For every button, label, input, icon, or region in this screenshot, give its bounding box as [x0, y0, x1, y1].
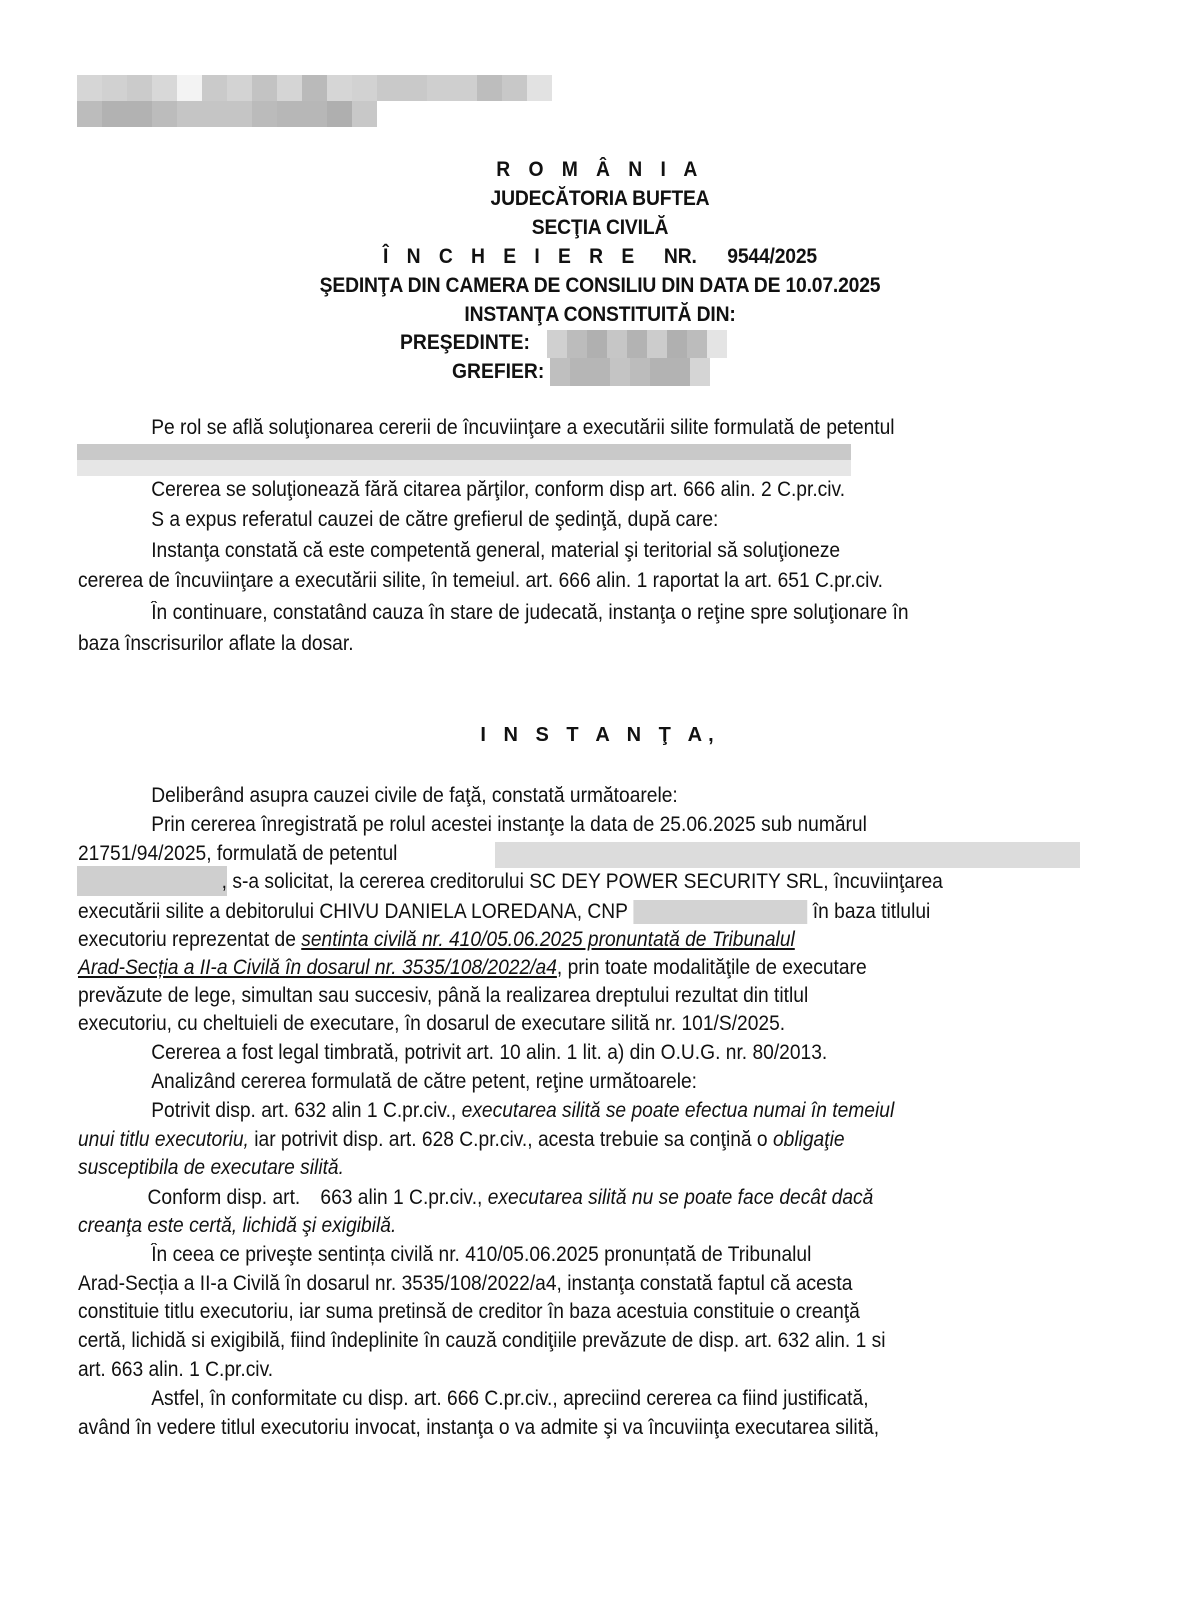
- body-line-16: creanţa este certă, lichidă şi exigibilă.: [78, 1214, 397, 1237]
- body-line-19: constituie titlu executoriu, iar suma pretinsă de creditor în baza acestuia constituie o creanţă: [78, 1300, 860, 1323]
- body-line-7: [78, 954, 1020, 983]
- redacted-court-address: [77, 75, 567, 127]
- document-type: Î N C H E I E R E: [383, 245, 641, 268]
- body-line-4: [78, 868, 1164, 897]
- session-line: ŞEDINŢA DIN CAMERA DE CONSILIU DIN DATA DE 10.07.2025: [319, 274, 881, 297]
- case-file-reference: Arad-Secția a II-a Civilă în dosarul nr. 3535/108/2022/a4: [78, 956, 557, 979]
- section-title: I N S T A N Ţ A,: [480, 724, 720, 746]
- body-line-22: Astfel, în conformitate cu disp. art. 666 C.pr.civ., apreciind cererea ca fiind justificată,: [151, 1387, 869, 1410]
- body-line-3: 21751/94/2025, formulată de petentul: [78, 842, 398, 865]
- enforcement-modes: , prin toate modalităţile de executare: [556, 956, 867, 979]
- art663-quote: executarea silită nu se poate face decât dacă: [487, 1186, 874, 1209]
- redacted-petitioner-name: [495, 842, 1080, 868]
- body-line-9: executoriu, cu cheltuieli de executare, în dosarul de executare silită nr. 101/S/2025.: [78, 1012, 786, 1035]
- intro-line-5: cererea de încuviinţare a executării silite, în temeiul. art. 666 alin. 1 raportat la art. 651 C.pr.civ.: [78, 569, 883, 592]
- body-line-8: prevăzute de lege, simultan sau succesiv, până la realizarea dreptului rezultat din titlul: [78, 984, 809, 1007]
- court-name: JUDECĂTORIA BUFTEA: [490, 187, 710, 210]
- intro-line-2: Cererea se soluţionează fără citarea părţilor, conform disp art. 666 alin. 2 C.pr.civ.: [151, 478, 846, 501]
- debtor-text: executării silite a debitorului CHIVU DANIELA LOREDANA, CNP: [78, 900, 628, 923]
- body-line-18: Arad-Secția a II-a Civilă în dosarul nr. 3535/108/2022/a4, instanţa constată faptul că acesta: [78, 1272, 853, 1295]
- intro-line-3: S a expus referatul cauzei de către grefierul de şedinţă, după care:: [151, 508, 719, 531]
- creditor-text: , s-a solicitat, la cererea creditorului SC DEY POWER SECURITY SRL: [221, 870, 824, 893]
- body-line-21: art. 663 alin. 1 C.pr.civ.: [78, 1358, 274, 1381]
- clerk-label: GREFIER:: [452, 360, 545, 383]
- body-line-15: [78, 1184, 1090, 1213]
- body-line-10: Cererea a fost legal timbrată, potrivit art. 10 alin. 1 lit. a) din O.U.G. nr. 80/2013.: [151, 1041, 828, 1064]
- sentence-reference: sentinta civilă nr. 410/05.06.2025 pronuntată de Tribunalul: [301, 928, 795, 951]
- art632-intro: Potrivit disp. art. 632 alin 1 C.pr.civ.,: [151, 1099, 462, 1122]
- title-intro: executoriu reprezentat de: [78, 928, 296, 951]
- body-line-2: Prin cererea înregistrată pe rolul acestei instanţe la data de 25.06.2025 sub numărul: [151, 813, 867, 836]
- redacted-president-name: [547, 330, 762, 358]
- redacted-petitioner: [77, 444, 851, 476]
- body-line-5: [78, 898, 1020, 927]
- body-line-23: având în vedere titlul executoriu invocat, instanţa o va admite şi va încuviinţa executarea silită,: [78, 1416, 880, 1439]
- intro-line-1: Pe rol se află soluţionarea cererii de încuviinţare a executării silite formulată de petentul: [151, 416, 895, 439]
- title-basis-text: în baza titlului: [812, 900, 931, 923]
- composition-line: INSTANŢA CONSTITUITĂ DIN:: [464, 303, 736, 326]
- creditor-text-cont: , încuviinţarea: [823, 870, 943, 893]
- redacted-clerk-name: [550, 358, 740, 386]
- country-title: R O M Â N I A: [496, 158, 704, 181]
- body-line-13: [78, 1126, 1020, 1155]
- body-line-14: susceptibila de executare silită.: [78, 1156, 344, 1179]
- body-line-6: [78, 926, 1020, 955]
- body-line-17: În ceea ce priveşte sentința civilă nr. 410/05.06.2025 pronunțată de Tribunalul: [151, 1243, 812, 1266]
- intro-line-6: În continuare, constatând cauza în stare de judecată, instanţa o reţine spre soluţionare în: [151, 601, 909, 624]
- art632-quote-cont: unui titlu executoriu,: [78, 1128, 249, 1151]
- art663-intro: Conform disp. art.: [147, 1186, 301, 1209]
- art632-quote: executarea silită se poate efectua numai în temeiul: [461, 1099, 895, 1122]
- body-line-12: [78, 1097, 1094, 1126]
- intro-line-7: baza înscrisurilor aflate la dosar.: [78, 632, 354, 655]
- art663-ref: 663 alin 1 C.pr.civ.,: [320, 1186, 488, 1209]
- document-number-label: NR.: [663, 245, 697, 268]
- art628-text: iar potrivit disp. art. 628 C.pr.civ., acesta trebuie sa conţină o: [248, 1128, 773, 1151]
- intro-line-4: Instanţa constată că este competentă general, material şi teritorial să soluţioneze: [151, 539, 841, 562]
- document-number: 9544/2025: [727, 245, 817, 268]
- body-line-20: certă, lichidă si exigibilă, fiind îndeplinite în cauză condiţiile prevăzute de disp. art. 632 alin. 1 si: [78, 1329, 886, 1352]
- document-type-line: [48, 242, 1152, 271]
- body-line-11: Analizând cererea formulată de către petent, reţine următoarele:: [151, 1070, 698, 1093]
- court-section: SECŢIA CIVILĂ: [531, 216, 669, 239]
- obligation-text: obligaţie: [772, 1128, 845, 1151]
- document-header: [48, 155, 1152, 329]
- body-line-1: Deliberând asupra cauzei civile de faţă, constată următoarele:: [151, 784, 678, 807]
- president-label: PREŞEDINTE:: [400, 331, 530, 354]
- redacted-cnp: [633, 900, 807, 924]
